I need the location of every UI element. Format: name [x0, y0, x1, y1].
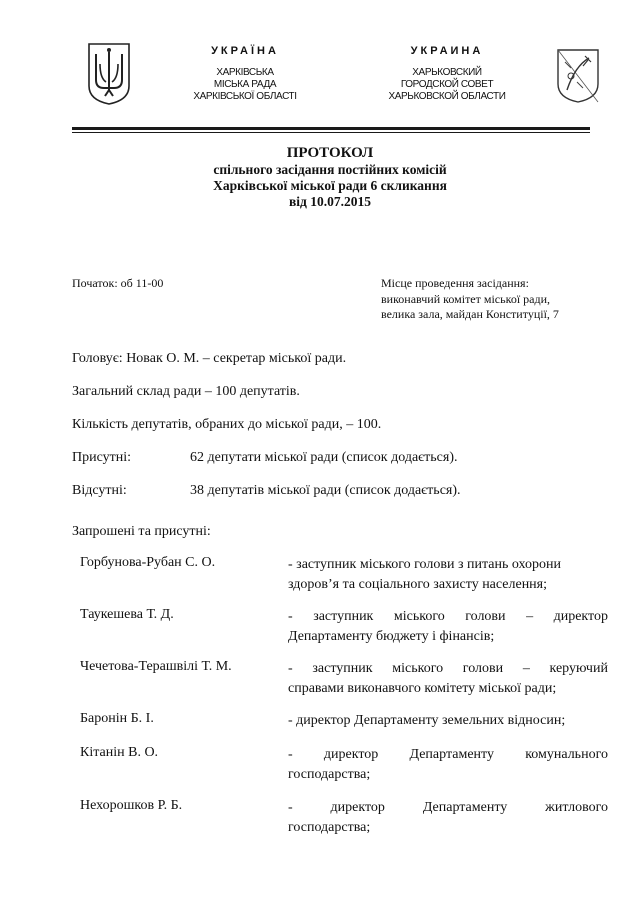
header-line: ХАРЬКОВСКИЙ — [412, 67, 482, 78]
invited-role — [288, 607, 608, 647]
title-heading: ПРОТОКОЛ — [286, 145, 374, 161]
invited-heading: Запрошені та присутні: — [72, 524, 211, 539]
role-line: Департаменту бюджету і фінансів; — [288, 629, 495, 644]
header-country-ua: УКРАЇНА — [211, 45, 279, 57]
role-line: - заступник міського голови з питань охорони — [288, 557, 561, 572]
header-line: ХАРКІВСЬКА — [216, 67, 274, 78]
invited-role — [288, 555, 608, 595]
role-line: - директор Департаменту житлового — [288, 800, 608, 815]
header-ukrainian — [165, 45, 325, 103]
invited-name: Чечетова-Терашвілі Т. М. — [80, 659, 232, 674]
document-title — [100, 145, 560, 210]
title-line: Харківської міської ради 6 скликання — [213, 178, 447, 193]
invited-role — [288, 745, 608, 785]
header-divider-thin — [72, 132, 590, 133]
role-line: - директор Департаменту комунального — [288, 747, 608, 762]
role-line: здоров’я та соціального захисту населення; — [288, 577, 548, 592]
title-line: спільного засідання постійних комісій — [213, 162, 447, 177]
meeting-place — [381, 276, 559, 323]
role-line: - директор Департаменту земельних відносин; — [288, 713, 566, 728]
header-russian — [372, 45, 522, 103]
kharkiv-city-emblem-icon — [555, 46, 601, 104]
place-line: велика зала, майдан Конституції, 7 — [381, 307, 559, 321]
absent-label: Відсутні: — [72, 483, 127, 498]
present-value: 62 депутати міської ради (список додається). — [190, 450, 458, 465]
trident-coat-of-arms-icon — [86, 42, 132, 106]
header-line: ХАРЬКОВСКОЙ ОБЛАСТИ — [388, 91, 506, 102]
present-label: Присутні: — [72, 450, 132, 465]
meeting-start: Початок: об 11-00 — [72, 276, 164, 290]
header-line: МІСЬКА РАДА — [213, 79, 277, 90]
invited-role — [288, 798, 608, 838]
header-line: ХАРКІВСЬКОЇ ОБЛАСТІ — [193, 91, 297, 102]
place-line: Місце проведення засідання: — [381, 276, 529, 290]
invited-name: Баронін Б. І. — [80, 711, 154, 726]
role-line: господарства; — [288, 820, 371, 835]
invited-name: Таукешева Т. Д. — [80, 607, 174, 622]
header-country-ru: УКРАИНА — [410, 45, 484, 57]
place-line: виконавчий комітет міської ради, — [381, 291, 551, 306]
total-deputies-line: Загальний склад ради – 100 депутатів. — [72, 384, 300, 399]
header-divider-thick — [72, 127, 590, 130]
role-line: - заступник міського голови – керуючий — [288, 661, 608, 676]
invited-name: Кітанін В. О. — [80, 745, 159, 760]
elected-deputies-line: Кількість депутатів, обраних до міської ради, – 100. — [72, 417, 382, 432]
invited-name: Нехорошков Р. Б. — [80, 798, 183, 813]
invited-role — [288, 711, 608, 731]
role-line: справами виконавчого комітету міської ради; — [288, 681, 557, 696]
invited-name: Горбунова-Рубан С. О. — [80, 555, 216, 570]
absent-value: 38 депутатів міської ради (список додається). — [190, 483, 461, 498]
chair-line: Головує: Новак О. М. – секретар міської ради. — [72, 351, 347, 366]
header-line: ГОРОДСКОЙ СОВЕТ — [400, 79, 494, 90]
role-line: господарства; — [288, 767, 371, 782]
role-line: - заступник міського голови – директор — [288, 609, 608, 624]
invited-role — [288, 659, 608, 699]
title-date: від 10.07.2015 — [289, 194, 371, 209]
